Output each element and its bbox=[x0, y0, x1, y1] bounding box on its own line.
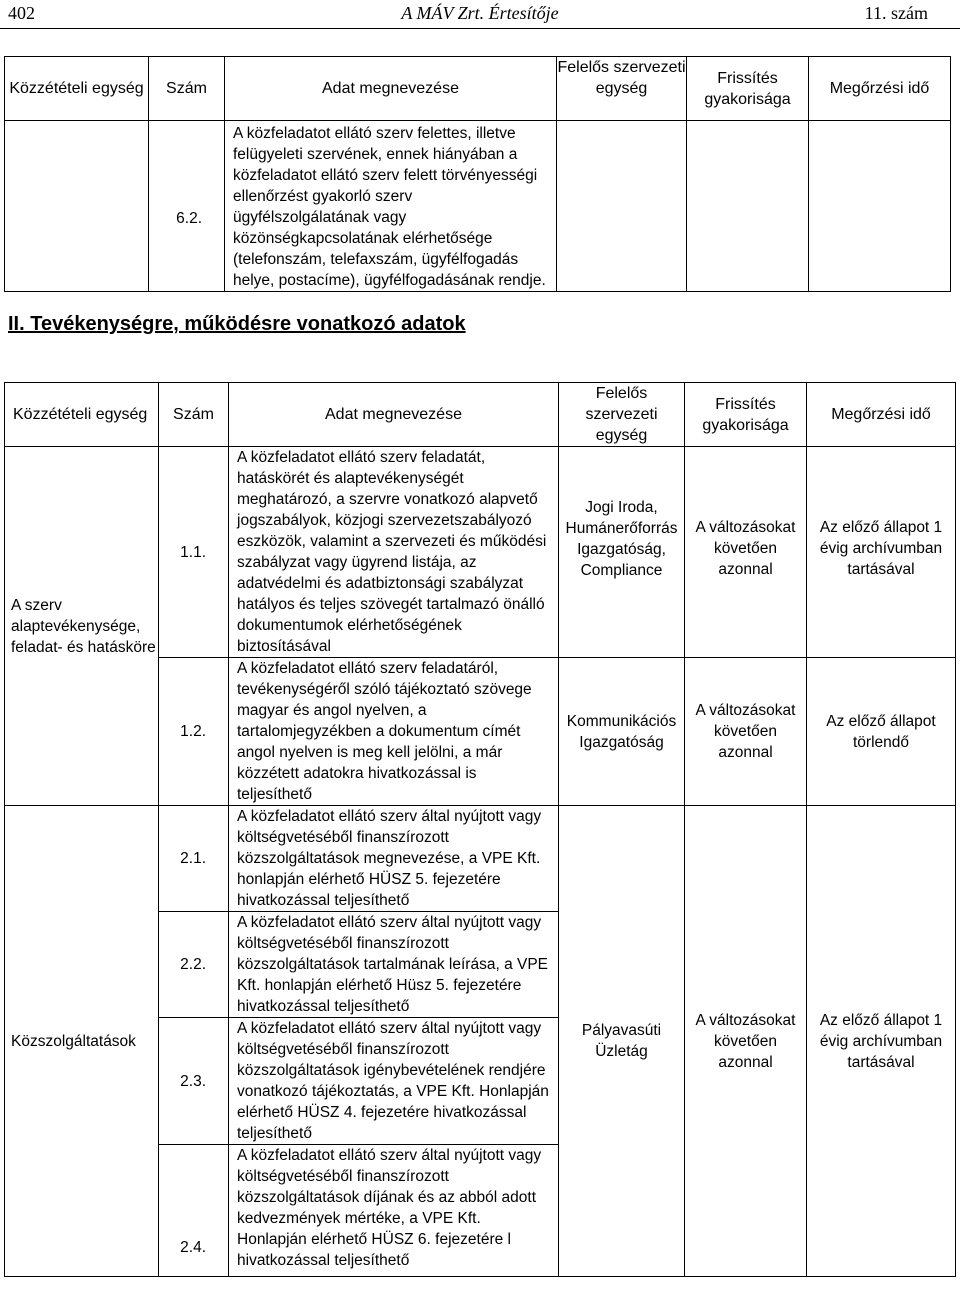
group-retention: Az előző állapot 1 évig archívumban tartásával bbox=[807, 806, 956, 1277]
section-title: II. Tevékenységre, működésre vonatkozó adatok bbox=[8, 313, 466, 335]
row-retention: Az előző állapot 1 évig archívumban tartásával bbox=[807, 447, 956, 658]
col-header-frequency: Frissítés gyakorisága bbox=[687, 57, 809, 121]
col-header-frequency: Frissítés gyakorisága bbox=[685, 383, 807, 447]
col-header-retention: Megőrzési idő bbox=[809, 57, 951, 121]
col-header-name: Adat megnevezése bbox=[229, 383, 559, 447]
col-header-unit: Közzétételi egység bbox=[5, 383, 159, 447]
row-number: 2.3. bbox=[159, 1018, 229, 1145]
col-header-retention: Megőrzési idő bbox=[807, 383, 956, 447]
row-number: 1.1. bbox=[159, 447, 229, 658]
row-name: A közfeladatot ellátó szerv feladatát, hatáskörét és alaptevékenységét meghatározó, a szervre vonatkozó alapvető jogszabályok, közjogi szervezetszabályozó eszközök, valamint a szervezeti és működési szabályzat vagy ügyrend listája, az adatvédelmi és adatbiztonsági szabályzat hatályos és teljes szövegét tartalmazó önálló dokumentumok elérhetőségének biztosításával bbox=[229, 447, 559, 658]
table-row bbox=[5, 806, 956, 912]
table-cell-empty bbox=[5, 121, 149, 292]
table-cell-empty bbox=[809, 121, 951, 292]
row-name: A közfeladatot ellátó szerv feladatáról, tevékenységéről szóló tájékoztató szövege magyar és angol nyelven, a tartalomjegyzékben a dokumentum címét angol nyelven is meg kell jelölni, a már közzétett adatokra hivatkozással is teljesíthető bbox=[229, 658, 559, 806]
table-cell-empty bbox=[687, 121, 809, 292]
row-name: A közfeladatot ellátó szerv által nyújtott vagy költségvetéséből finanszírozott közszolgáltatások igénybevételének rendjére vonatkozó tájékoztatás, a VPE Kft. Honlapján elérhető HÜSZ 4. fejezetére hivatkozással teljesíthető bbox=[229, 1018, 559, 1145]
journal-title: A MÁV Zrt. Értesítője bbox=[401, 3, 559, 23]
row-frequency: A változásokat követően azonnal bbox=[685, 658, 807, 806]
table-cell-empty bbox=[557, 121, 687, 292]
row-number: 6.2. bbox=[149, 121, 225, 292]
row-number: 2.2. bbox=[159, 912, 229, 1018]
row-retention: Az előző állapot törlendő bbox=[807, 658, 956, 806]
col-header-responsible: Felelős szervezeti egység bbox=[559, 383, 685, 447]
col-header-name: Adat megnevezése bbox=[225, 57, 557, 121]
group-unit: A szerv alaptevékenysége, feladat- és hatásköre bbox=[5, 447, 159, 806]
row-number: 1.2. bbox=[159, 658, 229, 806]
col-header-number: Szám bbox=[159, 383, 229, 447]
main-table bbox=[4, 382, 956, 1277]
row-name: A közfeladatot ellátó szerv által nyújtott vagy költségvetéséből finanszírozott közszolgáltatások tartalmának leírása, a VPE Kft. honlapján elérhető Hüsz 5. fejezetére hivatkozással teljesíthető bbox=[229, 912, 559, 1018]
row-name: A közfeladatot ellátó szerv felettes, illetve felügyeleti szervének, ennek hiányában a közfeladatot ellátó szerv felett törvényességi ellenőrzést gyakorló szerv ügyfélszolgálatának vagy közönségkapcsolatának elérhetősége (telefonszám, telefaxszám, ügyfélfogadás helye, postacíme), ügyfélfogadásának rendje. bbox=[225, 121, 557, 292]
page-header bbox=[0, 0, 960, 28]
row-frequency: A változásokat követően azonnal bbox=[685, 447, 807, 658]
issue-number: 11. szám bbox=[864, 3, 928, 23]
top-table bbox=[4, 56, 951, 292]
col-header-responsible: Felelős szervezeti egység bbox=[557, 57, 687, 121]
page-number: 402 bbox=[8, 3, 35, 23]
row-name: A közfeladatot ellátó szerv által nyújtott vagy költségvetéséből finanszírozott közszolgáltatások díjának és az abból adott kedvezmények mértéke, a VPE Kft. Honlapján elérhető HÜSZ 6. fejezetére l hivatkozással teljesíthető bbox=[229, 1145, 559, 1277]
header-rule bbox=[0, 28, 960, 29]
group-unit: Közszolgáltatások bbox=[5, 806, 159, 1277]
row-name: A közfeladatot ellátó szerv által nyújtott vagy költségvetéséből finanszírozott közszolgáltatások megnevezése, a VPE Kft. honlapján elérhető HÜSZ 5. fejezetére hivatkozással teljesíthető bbox=[229, 806, 559, 912]
row-responsible: Jogi Iroda, Humánerőforrás Igazgatóság, Compliance bbox=[559, 447, 685, 658]
col-header-number: Szám bbox=[149, 57, 225, 121]
group-frequency: A változásokat követően azonnal bbox=[685, 806, 807, 1277]
row-responsible: Kommunikációs Igazgatóság bbox=[559, 658, 685, 806]
group-responsible: Pályavasúti Üzletág bbox=[559, 806, 685, 1277]
table-row bbox=[5, 447, 956, 658]
col-header-unit: Közzétételi egység bbox=[5, 57, 149, 121]
row-number: 2.1. bbox=[159, 806, 229, 912]
row-number: 2.4. bbox=[159, 1145, 229, 1277]
